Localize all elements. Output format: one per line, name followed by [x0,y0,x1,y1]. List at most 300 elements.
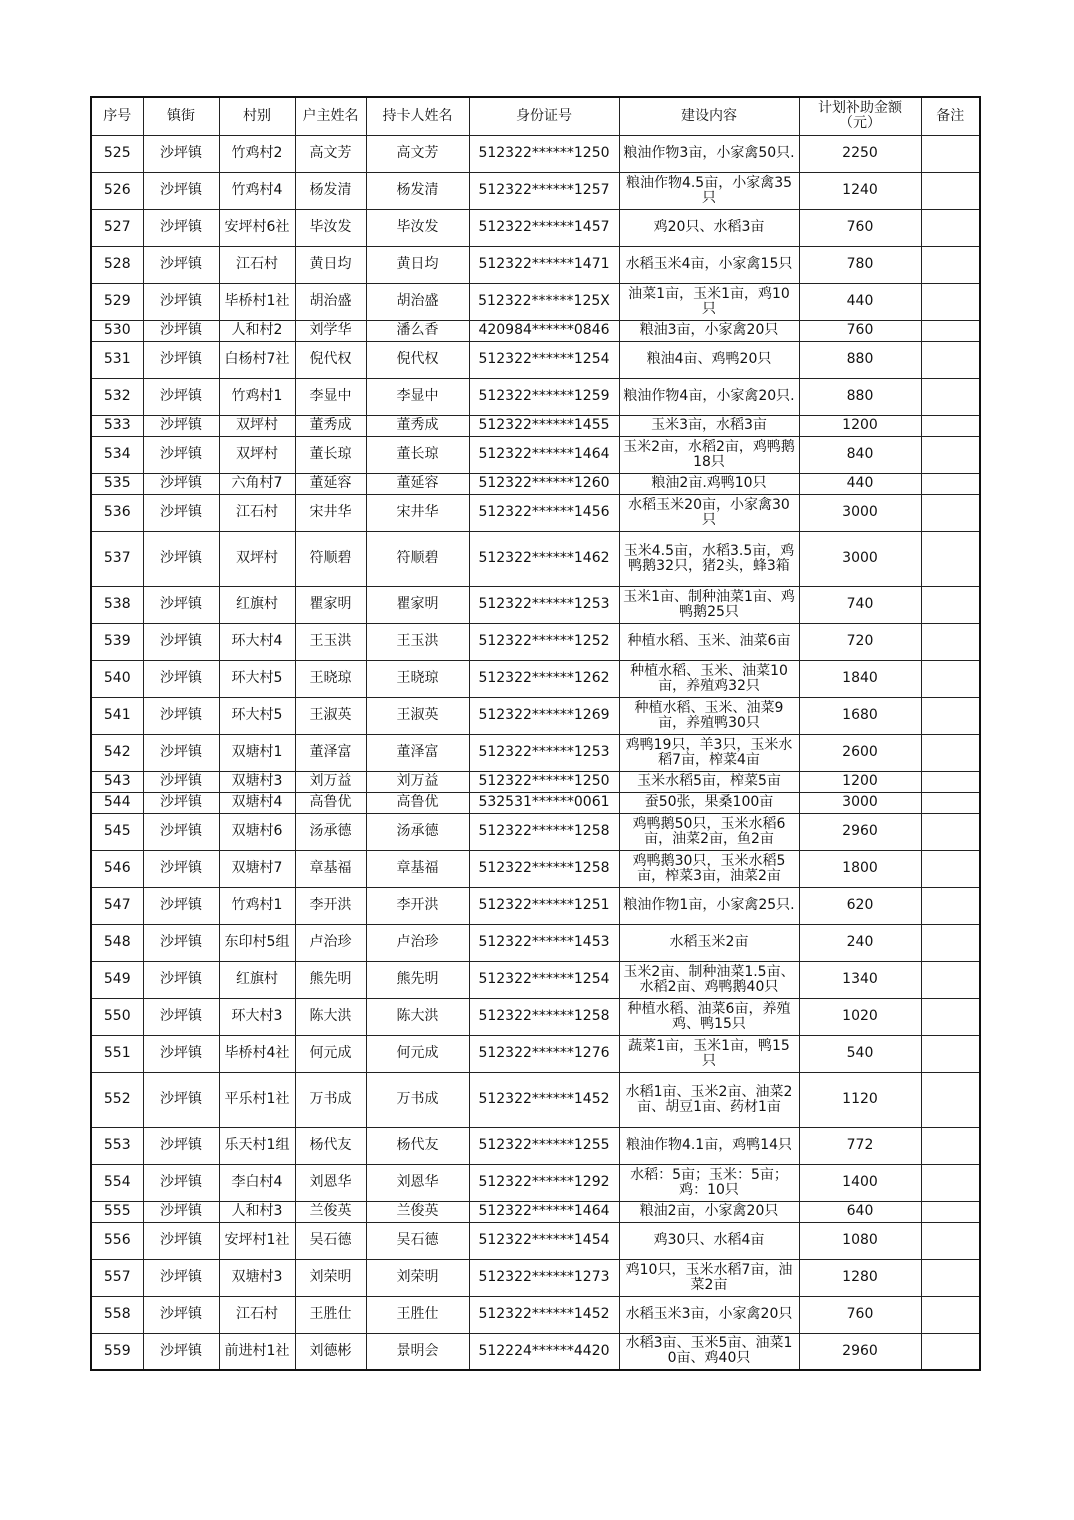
table-cell [921,660,980,697]
table-cell: 汤承德 [295,813,366,850]
table-cell: 水稻：5亩；玉米：5亩；鸡：10只 [619,1164,799,1201]
table-cell: 杨发清 [366,172,469,209]
table-cell: 何元成 [366,1035,469,1072]
table-cell: 550 [91,998,143,1035]
table-cell: 512322******1464 [469,436,619,473]
table-cell: 瞿家明 [295,586,366,623]
table-row [91,887,980,924]
table-cell: 杨代友 [366,1127,469,1164]
table-cell: 种植水稻、玉米、油菜9亩，养殖鸭30只 [619,697,799,734]
table-cell: 512322******1453 [469,924,619,961]
table-cell: 前进村1社 [219,1333,295,1370]
table-cell: 512322******1471 [469,246,619,283]
table-cell: 512322******1292 [469,1164,619,1201]
table-cell: 沙坪镇 [143,1201,219,1222]
table-cell: 刘荣明 [295,1259,366,1296]
table-cell: 王胜仕 [295,1296,366,1333]
table-cell: 512322******125X [469,283,619,320]
table-cell: 种植水稻、玉米、油菜10亩，养殖鸡32只 [619,660,799,697]
table-cell: 720 [799,623,921,660]
table-row [91,172,980,209]
table-cell: 512322******1455 [469,415,619,436]
table-cell: 鸡20只、水稻3亩 [619,209,799,246]
table-cell: 1120 [799,1072,921,1127]
table-cell [921,341,980,378]
table-cell: 粮油2亩.鸡鸭10只 [619,473,799,494]
table-cell [921,246,980,283]
header-cell: 镇街 [143,97,219,135]
table-cell: 沙坪镇 [143,436,219,473]
table-cell: 景明会 [366,1333,469,1370]
table-cell: 江石村 [219,246,295,283]
table-cell: 549 [91,961,143,998]
table-cell [921,887,980,924]
header-cell: 计划补助金额（元） [799,97,921,135]
table-cell: 512322******1273 [469,1259,619,1296]
table-cell: 董延容 [295,473,366,494]
table-cell: 粮油作物4.5亩，小家禽35只 [619,172,799,209]
header-cell: 户主姓名 [295,97,366,135]
table-cell: 蚕50张，果桑100亩 [619,792,799,813]
table-cell: 万书成 [295,1072,366,1127]
table-cell: 534 [91,436,143,473]
table-row [91,1296,980,1333]
table-cell [921,1222,980,1259]
table-cell: 沙坪镇 [143,1296,219,1333]
table-cell: 双塘村4 [219,792,295,813]
table-cell: 王胜仕 [366,1296,469,1333]
table-cell: 沙坪镇 [143,415,219,436]
table-cell: 江石村 [219,494,295,531]
table-cell: 539 [91,623,143,660]
table-row [91,998,980,1035]
table-cell: 3000 [799,531,921,586]
table-cell: 553 [91,1127,143,1164]
table-cell: 李开洪 [295,887,366,924]
table-cell: 512322******1454 [469,1222,619,1259]
table-cell: 880 [799,341,921,378]
table-cell [921,135,980,172]
table-cell: 沙坪镇 [143,660,219,697]
table-cell: 吴石德 [295,1222,366,1259]
table-cell: 1080 [799,1222,921,1259]
subsidy-table [90,96,981,1371]
table-cell: 512322******1253 [469,734,619,771]
table-cell [921,961,980,998]
table-cell: 李开洪 [366,887,469,924]
table-cell: 宋井华 [366,494,469,531]
table-cell [921,1201,980,1222]
table-cell: 江石村 [219,1296,295,1333]
table-cell: 沙坪镇 [143,734,219,771]
table-cell: 沙坪镇 [143,850,219,887]
table-cell: 3000 [799,792,921,813]
table-row [91,850,980,887]
table-row [91,494,980,531]
table-cell: 512322******1258 [469,998,619,1035]
table-cell: 王晓琼 [366,660,469,697]
table-cell: 512322******1262 [469,660,619,697]
table-cell: 水稻1亩、玉米2亩、油菜2亩、胡豆1亩、药材1亩 [619,1072,799,1127]
table-cell: 陈大洪 [366,998,469,1035]
header-cell: 序号 [91,97,143,135]
table-cell: 安坪村6社 [219,209,295,246]
table-cell: 512322******1250 [469,135,619,172]
table-cell: 545 [91,813,143,850]
table-cell: 毕汝发 [366,209,469,246]
table-cell [921,734,980,771]
table-cell: 1020 [799,998,921,1035]
table-cell: 沙坪镇 [143,1333,219,1370]
table-cell: 沙坪镇 [143,473,219,494]
table-cell: 760 [799,1296,921,1333]
table-cell: 512322******1251 [469,887,619,924]
table-cell: 420984******0846 [469,320,619,341]
table-cell: 董长琼 [295,436,366,473]
table-cell: 512322******1457 [469,209,619,246]
table-row [91,813,980,850]
table-cell: 3000 [799,494,921,531]
table-cell: 杨代友 [295,1127,366,1164]
table-cell: 512322******1258 [469,813,619,850]
table-cell [921,1035,980,1072]
table-cell: 沙坪镇 [143,172,219,209]
table-cell: 潘么香 [366,320,469,341]
table-cell: 544 [91,792,143,813]
table-row [91,792,980,813]
table-cell: 556 [91,1222,143,1259]
table-cell: 刘万益 [366,771,469,792]
table-cell: 竹鸡村2 [219,135,295,172]
table-cell: 章基福 [366,850,469,887]
table-cell: 王淑英 [295,697,366,734]
table-cell: 沙坪镇 [143,1259,219,1296]
table-cell: 高鲁优 [366,792,469,813]
table-cell: 平乐村1社 [219,1072,295,1127]
table-cell: 512322******1258 [469,850,619,887]
table-cell: 551 [91,1035,143,1072]
table-cell: 532 [91,378,143,415]
table-row [91,531,980,586]
table-cell: 粮油作物4.1亩，鸡鸭14只 [619,1127,799,1164]
header-cell: 建设内容 [619,97,799,135]
table-cell: 毕桥村4社 [219,1035,295,1072]
table-cell: 沙坪镇 [143,378,219,415]
table-cell: 512322******1452 [469,1296,619,1333]
table-cell: 粮油作物1亩，小家禽25只. [619,887,799,924]
table-cell: 李显中 [295,378,366,415]
table-row [91,415,980,436]
table-cell: 529 [91,283,143,320]
table-cell [921,623,980,660]
table-cell: 刘荣明 [366,1259,469,1296]
table-row [91,320,980,341]
table-cell: 440 [799,473,921,494]
table-cell: 白杨村7社 [219,341,295,378]
table-cell: 沙坪镇 [143,135,219,172]
table-cell: 512322******1255 [469,1127,619,1164]
table-cell: 772 [799,1127,921,1164]
table-cell: 粮油2亩，小家禽20只 [619,1201,799,1222]
table-cell: 559 [91,1333,143,1370]
table-cell: 2960 [799,1333,921,1370]
table-cell: 玉米1亩、制种油菜1亩、鸡鸭鹅25只 [619,586,799,623]
table-cell: 沙坪镇 [143,792,219,813]
table-cell: 沙坪镇 [143,924,219,961]
table-cell: 卢治珍 [295,924,366,961]
table-cell: 540 [91,660,143,697]
table-cell: 512322******1276 [469,1035,619,1072]
table-cell: 512224******4420 [469,1333,619,1370]
table-cell: 512322******1462 [469,531,619,586]
table-cell: 安坪村1社 [219,1222,295,1259]
table-cell: 刘德彬 [295,1333,366,1370]
table-cell: 双塘村7 [219,850,295,887]
table-cell: 环大村5 [219,697,295,734]
table-cell: 240 [799,924,921,961]
table-row [91,660,980,697]
table-cell: 557 [91,1259,143,1296]
table-cell: 宋井华 [295,494,366,531]
table-cell: 陈大洪 [295,998,366,1035]
table-cell: 542 [91,734,143,771]
table-cell: 粮油3亩，小家禽20只 [619,320,799,341]
table-cell: 554 [91,1164,143,1201]
table-cell: 毕桥村1社 [219,283,295,320]
table-cell: 沙坪镇 [143,697,219,734]
table-cell: 512322******1260 [469,473,619,494]
table-cell: 玉米3亩，水稻3亩 [619,415,799,436]
table-cell: 1800 [799,850,921,887]
table-cell [921,209,980,246]
table-cell: 512322******1252 [469,623,619,660]
table-cell [921,1072,980,1127]
table-cell: 512322******1464 [469,1201,619,1222]
table-cell: 竹鸡村4 [219,172,295,209]
table-cell: 鸡10只，玉米水稻7亩，油菜2亩 [619,1259,799,1296]
table-cell: 种植水稻、油菜6亩，养殖鸡、鸭15只 [619,998,799,1035]
table-cell: 沙坪镇 [143,961,219,998]
table-cell: 黄日均 [366,246,469,283]
table-cell: 740 [799,586,921,623]
subsidy-table-container [90,96,979,1371]
table-cell: 水稻3亩、玉米5亩、油菜10亩、鸡40只 [619,1333,799,1370]
table-cell: 蔬菜1亩，玉米1亩，鸭15只 [619,1035,799,1072]
table-cell: 兰俊英 [366,1201,469,1222]
table-cell: 536 [91,494,143,531]
table-cell [921,531,980,586]
table-cell: 粮油作物4亩，小家禽20只. [619,378,799,415]
table-row [91,697,980,734]
table-cell: 440 [799,283,921,320]
table-cell [921,436,980,473]
table-cell: 525 [91,135,143,172]
table-cell [921,813,980,850]
table-row [91,1035,980,1072]
table-cell: 何元成 [295,1035,366,1072]
table-cell: 沙坪镇 [143,887,219,924]
table-cell: 水稻玉米20亩，小家禽30只 [619,494,799,531]
table-cell: 刘万益 [295,771,366,792]
table-cell: 沙坪镇 [143,341,219,378]
table-cell [921,1164,980,1201]
table-cell: 兰俊英 [295,1201,366,1222]
table-cell: 董延容 [366,473,469,494]
table-cell: 555 [91,1201,143,1222]
table-cell: 水稻玉米4亩，小家禽15只 [619,246,799,283]
table-cell: 高鲁优 [295,792,366,813]
table-cell: 535 [91,473,143,494]
table-cell: 熊先明 [366,961,469,998]
table-cell: 六角村7 [219,473,295,494]
table-cell: 546 [91,850,143,887]
table-cell: 熊先明 [295,961,366,998]
table-cell: 王晓琼 [295,660,366,697]
table-cell: 沙坪镇 [143,623,219,660]
table-cell: 万书成 [366,1072,469,1127]
table-cell: 531 [91,341,143,378]
header-row [91,97,980,135]
header-cell: 身份证号 [469,97,619,135]
table-cell: 鸡鸭19只，羊3只，玉米水稻7亩，榨菜4亩 [619,734,799,771]
table-cell: 沙坪镇 [143,1164,219,1201]
table-cell: 水稻玉米3亩，小家禽20只 [619,1296,799,1333]
table-cell: 512322******1456 [469,494,619,531]
table-cell: 人和村3 [219,1201,295,1222]
table-cell: 董秀成 [295,415,366,436]
header-cell: 持卡人姓名 [366,97,469,135]
table-cell [921,586,980,623]
table-cell [921,1259,980,1296]
table-cell: 双塘村3 [219,771,295,792]
table-cell: 512322******1254 [469,341,619,378]
table-cell: 刘学华 [295,320,366,341]
table-cell: 汤承德 [366,813,469,850]
table-cell [921,1296,980,1333]
table-row [91,1222,980,1259]
table-cell: 环大村5 [219,660,295,697]
table-cell: 双塘村3 [219,1259,295,1296]
table-row [91,378,980,415]
table-cell [921,1333,980,1370]
table-cell [921,172,980,209]
table-cell: 刘恩华 [295,1164,366,1201]
table-cell: 水稻玉米2亩 [619,924,799,961]
table-cell: 符顺碧 [295,531,366,586]
table-cell: 倪代权 [295,341,366,378]
table-cell: 640 [799,1201,921,1222]
table-cell: 沙坪镇 [143,813,219,850]
table-cell [921,283,980,320]
table-cell: 玉米2亩，水稻2亩，鸡鸭鹅18只 [619,436,799,473]
table-cell: 552 [91,1072,143,1127]
table-cell: 1200 [799,771,921,792]
table-cell: 鸡鸭鹅30只，玉米水稻5亩，榨菜3亩，油菜2亩 [619,850,799,887]
table-cell: 沙坪镇 [143,320,219,341]
table-cell [921,494,980,531]
table-cell: 红旗村 [219,586,295,623]
table-cell: 黄日均 [295,246,366,283]
table-cell: 512322******1259 [469,378,619,415]
table-cell: 533 [91,415,143,436]
table-cell: 吴石德 [366,1222,469,1259]
table-cell: 油菜1亩，玉米1亩，鸡10只 [619,283,799,320]
table-cell: 毕汝发 [295,209,366,246]
table-cell: 558 [91,1296,143,1333]
table-cell [921,415,980,436]
table-cell: 李白村4 [219,1164,295,1201]
table-cell [921,320,980,341]
table-cell: 双坪村 [219,531,295,586]
table-cell: 双坪村 [219,415,295,436]
table-cell: 粮油4亩、鸡鸭20只 [619,341,799,378]
table-cell: 780 [799,246,921,283]
table-cell: 胡治盛 [295,283,366,320]
table-cell: 种植水稻、玉米、油菜6亩 [619,623,799,660]
table-cell: 章基福 [295,850,366,887]
table-row [91,924,980,961]
table-cell: 刘恩华 [366,1164,469,1201]
table-cell: 乐天村1组 [219,1127,295,1164]
table-row [91,436,980,473]
table-cell: 王玉洪 [366,623,469,660]
table-row [91,473,980,494]
table-cell: 瞿家明 [366,586,469,623]
table-cell [921,998,980,1035]
table-cell: 880 [799,378,921,415]
table-cell: 双坪村 [219,436,295,473]
table-cell: 玉米2亩、制种油菜1.5亩、水稻2亩、鸡鸭鹅40只 [619,961,799,998]
table-row [91,209,980,246]
table-cell: 董秀成 [366,415,469,436]
table-row [91,135,980,172]
table-cell: 1400 [799,1164,921,1201]
table-cell [921,850,980,887]
table-cell: 粮油作物3亩，小家禽50只. [619,135,799,172]
table-cell [921,697,980,734]
table-cell: 竹鸡村1 [219,887,295,924]
table-cell: 卢治珍 [366,924,469,961]
table-row [91,1259,980,1296]
table-cell: 沙坪镇 [143,1222,219,1259]
table-cell: 512322******1452 [469,1072,619,1127]
table-cell: 沙坪镇 [143,246,219,283]
table-cell: 512322******1250 [469,771,619,792]
table-cell: 512322******1269 [469,697,619,734]
table-cell: 红旗村 [219,961,295,998]
table-row [91,1164,980,1201]
table-cell: 1200 [799,415,921,436]
table-cell: 沙坪镇 [143,771,219,792]
table-cell: 李显中 [366,378,469,415]
table-row [91,586,980,623]
table-cell [921,1127,980,1164]
table-cell: 532531******0061 [469,792,619,813]
table-row [91,961,980,998]
table-cell [921,924,980,961]
table-cell: 人和村2 [219,320,295,341]
table-cell: 沙坪镇 [143,1127,219,1164]
table-cell: 537 [91,531,143,586]
table-cell: 760 [799,209,921,246]
table-cell: 1680 [799,697,921,734]
table-cell: 沙坪镇 [143,209,219,246]
table-cell: 840 [799,436,921,473]
table-cell: 高文芳 [366,135,469,172]
table-cell: 547 [91,887,143,924]
table-row [91,283,980,320]
table-cell: 符顺碧 [366,531,469,586]
